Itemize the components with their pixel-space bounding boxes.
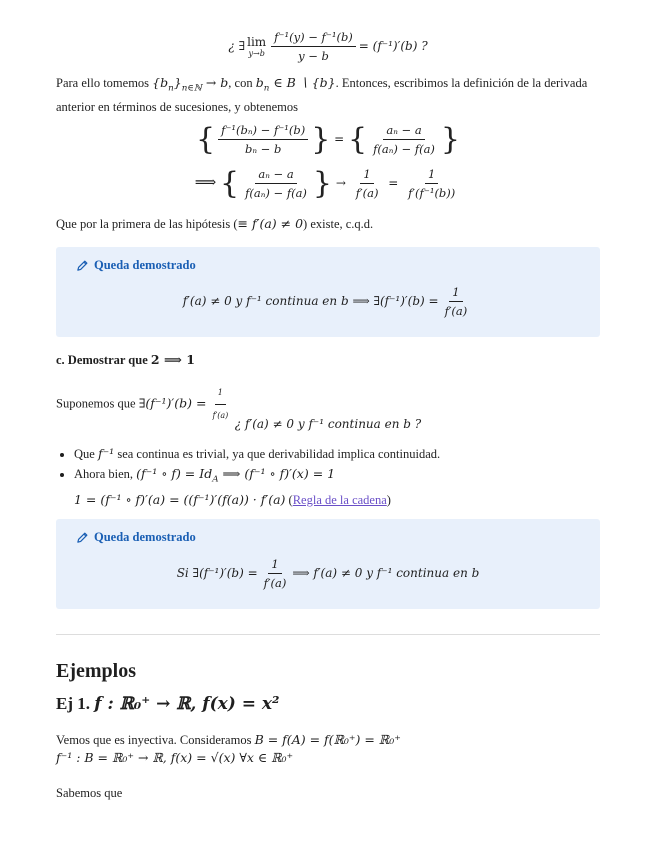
callout-equation: Si ∃(f⁻¹)′(b) = $\frac{1}{f'(a)}$ ⟹ f′(a) ≠ 0 y f⁻¹ continua en b (176, 557, 480, 590)
pencil-icon (76, 531, 89, 544)
callout-equation: f′(a) ≠ 0 y f⁻¹ continua en b ⟹ ∃(f⁻¹)′(b) = $\frac{1}{f'(a)}$ (182, 285, 468, 318)
list-item: • Ahora bien, (f⁻¹ ∘ $f) = Id_A$ ⟹ (f⁻¹ ∘ f)′(x) = 1 1 = (f⁻¹ ∘ f)′(a) = ((f⁻¹)′(f(a)) · f′(a) (Regla de la cadena) (74, 464, 600, 510)
example-1-text: Vemos que es inyectiva. Consideramos B = f(A) = f(ℝ₀⁺) = ℝ₀⁺ (56, 732, 401, 747)
proof-callout (56, 247, 600, 337)
examples-heading: Ejemplos (56, 660, 136, 682)
sequence-equation: { $\frac{\text{f⁻¹(bₙ) − f⁻¹(b)}}{\text{bₙ − b}}$ } = { $\frac{\text{aₙ − a}}{\text{f(aₙ) − f(a)}}$ } (195, 122, 461, 157)
example-1-heading: Ej 1. f : ℝ₀⁺ → ℝ, f(x) = x² (56, 694, 280, 714)
chain-rule-link[interactable]: Regla de la cadena (292, 492, 387, 507)
question-equation: ¿ f′(a) ≠ 0 y f⁻¹ continua en b ? (234, 417, 422, 431)
section-divider (56, 634, 600, 635)
paragraph-suppose: Suponemos que ∃(f⁻¹)′(b) = $\frac{1}{f'(a)}$ (56, 384, 600, 425)
example-1-continuation: Sabemos que (56, 786, 123, 800)
section-c-heading: c. Demostrar que 2 ⟹ 1 (56, 352, 195, 367)
proof-callout (56, 519, 600, 609)
list-item: • Que f⁻¹ sea continua es trivial, ya que derivabilidad implica continuidad. (74, 444, 600, 464)
bullet-list (56, 444, 600, 510)
example-1-inverse: f⁻¹ : B = ℝ₀⁺ → ℝ, f(x) = √(x) ∀x ∈ ℝ₀⁺ (56, 750, 294, 765)
pencil-icon (76, 259, 89, 272)
paragraph-sequences: Para ello tomemos $\{b_n\}_{n\in ℕ} \to b$, con $b_n$ ∈ B ∖ {b}. Entonces, escribimos la definición de la derivada anterior en términos de sucesiones, y obtenemos (56, 75, 588, 114)
limit-result-equation: ⟹ { $\frac{\text{aₙ − a}}{\text{f(aₙ) − f(a)}}$ } → $\frac{1}{f'(a)}$ = $\frac{1}{\text{f′(f⁻¹(b))}}$ (194, 166, 456, 201)
callout-title: Queda demostrado (76, 530, 196, 545)
callout-title: Queda demostrado (76, 258, 196, 273)
limit-equation: ¿ ∃ lim y→b $\frac{\text{f⁻¹(y) − f⁻¹(b)}}{y - b}$ = (f⁻¹)′(b) ? (228, 30, 428, 63)
paragraph-hypothesis: Que por la primera de las hipótesis (≡ f′(a) ≠ 0) existe, c.q.d. (56, 216, 374, 231)
